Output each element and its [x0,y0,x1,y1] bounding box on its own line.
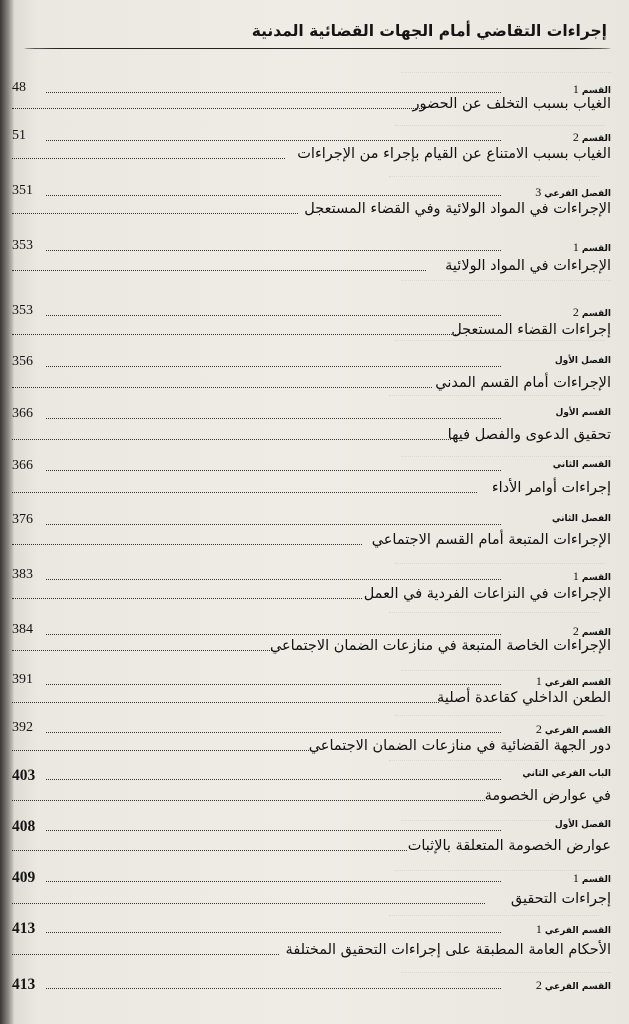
entry-title: تحقيق الدعوى والفصل فيها [447,427,611,443]
toc-label-line [12,976,611,992]
leader-dots [46,684,501,685]
leader-dots [12,750,311,751]
section-label [573,130,611,145]
leader-dots [46,779,501,780]
section-number: 3 [535,185,545,199]
toc-label-line [12,567,611,583]
section-label [573,624,611,639]
leader-dots [46,579,501,580]
leader-dots [12,903,485,904]
leader-dots [46,92,501,93]
show-through-shadow [401,62,611,73]
entry-title: إجراءات التحقيق [510,891,611,907]
page-number: 392 [12,720,33,735]
section-label [573,305,611,320]
page-number: 51 [12,128,26,143]
section-label-text: القسم [581,573,611,583]
toc-entry [12,788,611,810]
page-number: 351 [12,183,33,198]
section-number: 2 [572,624,582,638]
show-through-shadow [389,166,599,177]
section-label-text: القسم الفرعي [544,982,611,992]
running-header: إجراءات التقاضي أمام الجهات القضائية المدنية [251,22,607,40]
leader-dots [12,702,439,703]
toc-label-line [12,920,611,936]
leader-dots [46,250,501,251]
entry-title: الإجراءات الخاصة المتبعة في منازعات الضمان الاجتماعي [269,638,611,654]
toc-label-line [12,354,611,370]
leader-dots [46,140,501,141]
entry-title: إجراءات أوامر الأداء [491,480,611,496]
section-number: 1 [535,674,545,688]
page-number: 366 [12,458,33,473]
entry-title: في عوارض الخصومة [484,788,611,804]
section-label [555,820,611,830]
page-number: 353 [12,238,33,253]
entry-title: إجراءات القضاء المستعجل [451,322,611,338]
page-number: 384 [12,622,33,637]
toc-label-line [12,183,611,199]
leader-dots [46,830,501,831]
section-label-text: الباب الفرعي الثاني [522,769,611,779]
page-number: 408 [12,818,36,835]
section-label-text: القسم الفرعي [544,678,611,688]
entry-title: دور الجهة القضائية في منازعات الضمان الاجتماعي [308,738,611,754]
toc-entry [12,838,611,860]
leader-dots [12,270,426,271]
section-label [536,722,611,737]
show-through-shadow [389,385,599,396]
entry-title: الإجراءات في المواد الولائية [445,258,611,274]
toc-entry [12,532,611,554]
leader-dots [12,800,485,801]
entry-title: الطعن الداخلي كقاعدة أصلية [437,690,611,706]
leader-dots [12,954,279,955]
page-number: 383 [12,567,33,582]
show-through-shadow [395,553,605,564]
leader-dots [12,544,362,545]
page-number: 366 [12,406,33,421]
leader-dots [46,195,501,196]
show-through-shadow [395,860,605,871]
entry-title: الإجراءات في المواد الولائية وفي القضاء المستعجل [304,201,611,217]
section-label-text: القسم [581,309,611,319]
toc-entry [12,638,611,660]
show-through-shadow [395,705,605,716]
section-number: 2 [535,978,545,992]
toc-label-line [12,238,611,254]
leader-dots [46,732,501,733]
section-label [536,674,611,689]
show-through-shadow [401,446,611,457]
leader-dots [12,598,362,599]
section-label [555,356,611,366]
section-label-text: القسم [581,134,611,144]
leader-dots [12,850,407,851]
section-label-text: الفصل الأول [554,820,611,830]
section-label-text: القسم الأول [555,408,611,418]
leader-dots [12,334,458,335]
section-label [573,240,611,255]
entry-title: الغياب بسبب التخلف عن الحضور [412,96,611,112]
leader-dots [46,932,501,933]
toc-label-line [12,672,611,688]
leader-dots [12,387,432,388]
leader-dots [12,158,285,159]
leader-dots [46,988,501,989]
show-through-shadow [401,270,611,281]
section-label-text: القسم [581,628,611,638]
leader-dots [46,881,501,882]
section-label [573,82,611,97]
toc-label-line [12,767,611,783]
section-label-text: الفصل الأول [554,356,611,366]
show-through-shadow [401,660,611,671]
section-number: 2 [535,722,545,736]
page-number: 48 [12,80,26,95]
page-number: 409 [12,869,36,886]
show-through-shadow [401,962,611,973]
page-number: 403 [12,767,36,784]
leader-dots [12,492,477,493]
show-through-shadow [401,810,611,821]
leader-dots [12,213,298,214]
toc-entry [12,480,611,502]
toc-label-line [12,869,611,885]
page-number: 413 [12,920,36,937]
section-label [556,408,611,418]
section-label [536,978,611,993]
section-label [552,514,611,524]
page-number: 376 [12,512,33,527]
show-through-shadow [395,115,605,126]
show-through-shadow [389,602,599,613]
section-label [536,922,611,937]
show-through-shadow [389,905,599,916]
toc-label-line [12,512,611,528]
section-label [535,185,611,200]
section-number: 1 [572,82,582,96]
section-label-text: القسم [581,86,611,96]
toc-label-line [12,80,611,96]
section-number: 1 [535,922,545,936]
leader-dots [12,439,451,440]
section-label [522,769,611,779]
page-number: 353 [12,303,33,318]
page-number: 356 [12,354,33,369]
toc-label-line [12,720,611,736]
leader-dots [46,366,501,367]
section-label-text: القسم الثاني [552,460,611,470]
entry-title: الغياب بسبب الامتناع عن القيام بإجراء من الإجراءات [297,146,611,162]
section-number: 2 [572,305,582,319]
leader-dots [46,315,501,316]
section-number: 1 [572,871,582,885]
section-label [553,460,611,470]
leader-dots [12,108,426,109]
toc-label-line [12,458,611,474]
leader-dots [46,470,501,471]
toc-entry [12,146,611,168]
section-label [573,871,611,886]
toc-label-line [12,303,611,319]
section-label [573,569,611,584]
section-label-text: الفصل الفرعي [544,189,611,199]
section-label-text: القسم الفرعي [544,926,611,936]
entry-title: الأحكام العامة المطبقة على إجراءات التحقيق المختلفة [285,942,611,958]
entry-title: الإجراءات في النزاعات الفردية في العمل [363,586,611,602]
entry-title: عوارض الخصومة المتعلقة بالإثبات [407,838,611,854]
section-number: 2 [572,130,582,144]
section-label-text: القسم [581,875,611,885]
toc-entry [12,201,611,223]
leader-dots [46,634,501,635]
section-label-text: القسم الفرعي [544,726,611,736]
section-label-text: القسم [581,244,611,254]
toc-label-line [12,406,611,422]
toc-label-line [12,128,611,144]
section-number: 1 [572,569,582,583]
leader-dots [12,650,272,651]
page-number: 413 [12,976,36,993]
toc-label-line [12,622,611,638]
show-through-shadow [389,750,599,761]
toc-entry [12,942,611,964]
leader-dots [46,418,501,419]
section-label-text: الفصل الثاني [552,514,611,524]
entry-title: الإجراءات المتبعة أمام القسم الاجتماعي [371,532,611,548]
show-through-shadow [395,330,605,341]
header-rule [24,48,611,49]
page-number: 391 [12,672,33,687]
leader-dots [46,524,501,525]
section-number: 1 [572,240,582,254]
entry-title: الإجراءات أمام القسم المدني [435,375,611,391]
